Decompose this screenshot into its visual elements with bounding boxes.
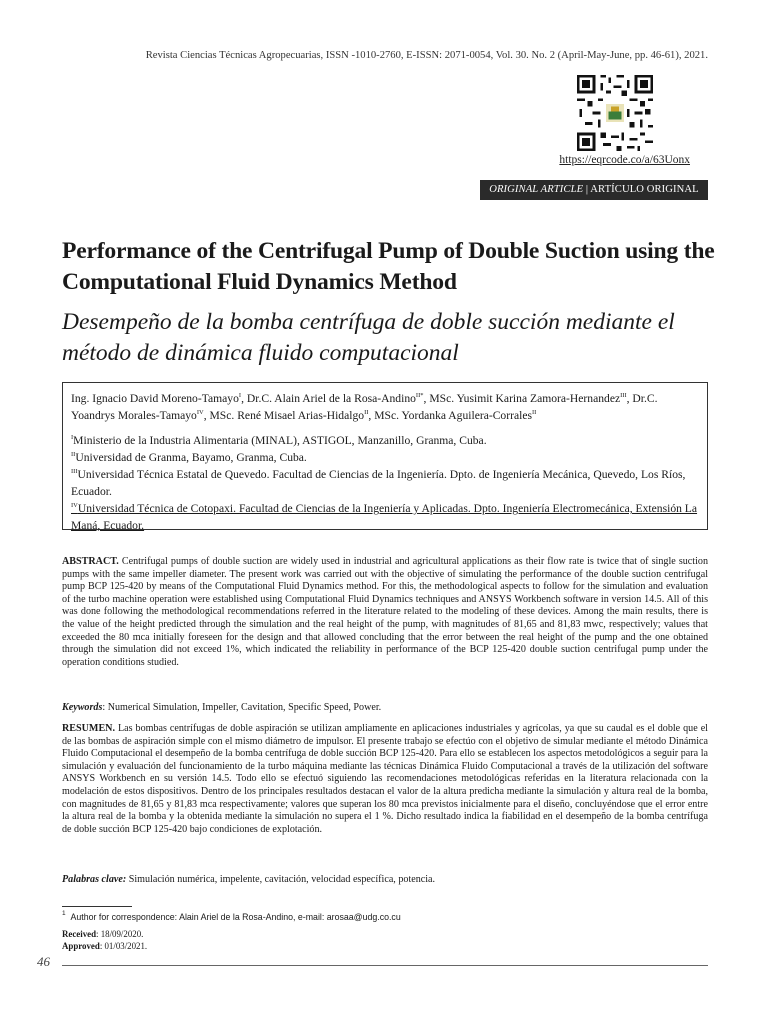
dates-block <box>62 928 708 952</box>
affiliation-text: Universidad de Granma, Bayamo, Granma, Cuba. <box>75 451 307 464</box>
article-type-banner <box>480 180 708 200</box>
palabras-text: Simulación numérica, impelente, cavitación, velocidad específica, potencia. <box>126 874 436 885</box>
author-affil-mark: II* <box>415 392 424 399</box>
author-affil-mark: II <box>364 409 369 416</box>
author-affil-mark: I <box>238 392 242 399</box>
keywords-line <box>62 702 708 715</box>
author-name: MSc. Yordanka Aguilera-Corrales <box>374 409 532 422</box>
affiliation-mark: II <box>71 451 76 458</box>
footnote <box>62 912 708 923</box>
abstract-text: Centrifugal pumps of double suction are widely used in industrial and agricultural applications as their flow rate is twice that of single suction pumps with the same impeller diameter. The present work was carried out with the objective of simulating the performance of the double suction centrifugal pump BCP 125-420 by means of the Computational Fluid Dynamics method. For this, the methodological aspects to follow for the simulation and evaluation of the turbo machine operation were established using Computational Fluid Dynamics techniques and ANSYS Workbench software in version 14.5. All of this was done following the methodological recommendations referred in the literature related to the modeling of these devices. Among the main results, there is the value of the height predicted through the simulation and the real height of the pump, with magnitudes of 81,65 and 81,83 mwc, respectively; values that exceeded the 80 mca initially foreseen for the design and that allowed concluding that the error between the real height of the pump and the one obtained through the simulation did not exceed 1%, which indicated the reliability in performance of the BCP 125-420 double suction centrifugal pump under the operation conditions studied. <box>62 556 708 668</box>
approved-label: Approved <box>62 941 100 951</box>
author-separator: , <box>241 392 247 405</box>
article-type-es: ARTÍCULO ORIGINAL <box>590 184 699 195</box>
keywords-text: : Numerical Simulation, Impeller, Cavitation, Specific Speed, Power. <box>102 702 382 713</box>
footnote-mark: 1 <box>62 910 66 917</box>
author-name: Dr.C. Alain Ariel de la Rosa-Andino <box>246 392 416 405</box>
affiliation-item <box>71 432 703 449</box>
title-english: Performance of the Centrifugal Pump of Double Suction using the Computational Fluid Dynamics Method <box>62 238 715 295</box>
qr-url-link[interactable]: https://eqrcode.co/a/63Uonx <box>559 154 690 166</box>
footnote-rule <box>62 906 132 907</box>
author-separator: , <box>626 392 633 405</box>
palabras-label: Palabras clave: <box>62 874 127 885</box>
approved-date: : 01/03/2021. <box>99 941 148 951</box>
author-name: Dr.C. Yoandrys Morales-Tamayo <box>71 392 658 422</box>
received-line <box>62 928 708 940</box>
affiliation-item <box>71 500 703 534</box>
affiliation-text: Ministerio de la Industria Alimentaria (MINAL), ASTIGOL, Manzanillo, Granma, Cuba. <box>73 434 487 447</box>
title-spanish: Desempeño de la bomba centrífuga de doble succión mediante el método de dinámica fluido computacional <box>62 309 675 366</box>
abstract-label: ABSTRACT. <box>62 556 119 567</box>
qr-code-icon[interactable] <box>577 75 653 151</box>
received-date: : 18/09/2020. <box>96 929 144 939</box>
author-name: Ing. Ignacio David Moreno-Tamayo <box>71 392 239 405</box>
received-label: Received <box>62 929 97 939</box>
affiliation-text: Universidad Técnica de Cotopaxi. Facultad de Ciencias de la Ingeniería y Aplicadas. Dpto. Ingeniería Electromecánica, Extensión La Maná, Ecuador. <box>71 502 698 532</box>
palabras-clave-line <box>62 874 708 887</box>
author-list <box>71 390 703 424</box>
article-type-separator: | <box>583 184 591 195</box>
author-separator: , <box>368 409 375 422</box>
author-affil-mark: III <box>620 392 627 399</box>
approved-line <box>62 940 708 952</box>
affiliation-mark: III <box>71 468 78 475</box>
affiliation-item <box>71 449 703 466</box>
author-affil-mark: II <box>531 409 537 416</box>
author-name: MSc. Yusimit Karina Zamora-Hernandez <box>429 392 621 405</box>
journal-header: Revista Ciencias Técnicas Agropecuarias, ISSN -1010-2760, E-ISSN: 2071-0054, Vol. 30. No. 2 (April-May-June, pp. 46-61), 2021. <box>145 50 708 61</box>
author-name: MSc. René Misael Arias-Hidalgo <box>209 409 365 422</box>
resumen-text: Las bombas centrífugas de doble aspiración se utilizan ampliamente en aplicaciones industriales y agrícolas, ya que su caudal es el doble que el de las bombas de aspiración simple con el mismo diámetro de impulsor. El presente trabajo se efectúo con el objetivo de simular mediante el método Dinámica Fluido Computacional el desempeño de la bomba centrífuga de doble succión BCP 125-420. Para ello se establecen los aspectos metodológicos a seguir para la simulación y evaluación del funcionamiento de la turbo máquina mediante las técnicas Dinámica Fluido Computacional a través de la utilización del software ANSYS Workbench en su versión 14.5. Todo ello se efectuó siguiendo las recomendaciones metodológicas referidas en la literatura relacionada con la modelación de estos dispositivos. Dentro de los principales resultados destacan el valor de la altura predicha mediante la simulación y altura real de la bomba, con magnitudes de 81,65 y 81,83 mca respectivamente; valores que superan los 80 mca previstos inicialmente para el diseño, concluyéndose que el error entre la altura real de la bomba y la obtenida mediante la simulación no supera el 1 %. Dicho resultado indica la fiabilidad en el desempeño de la bomba centrífuga de doble succión BCP 125-420 bajo condiciones de explotación. <box>62 723 708 835</box>
author-separator: , <box>203 409 210 422</box>
page-number: 46 <box>37 954 50 969</box>
article-type-en: ORIGINAL ARTICLE <box>489 184 584 195</box>
author-affil-mark: IV <box>196 409 204 416</box>
affiliation-mark: I <box>71 434 74 441</box>
keywords-label: Keywords <box>62 702 103 713</box>
author-separator: , <box>423 392 430 405</box>
resumen-paragraph <box>62 723 708 836</box>
bottom-rule <box>62 965 708 966</box>
affiliation-text: Universidad Técnica Estatal de Quevedo. Facultad de Ciencias de la Ingeniería. Dpto. de Ingeniería Mecánica, Quevedo, Los Ríos, Ecuador. <box>71 468 686 498</box>
affiliation-mark: IV <box>71 502 78 509</box>
resumen-label: RESUMEN. <box>62 723 115 734</box>
affiliation-list <box>71 432 703 534</box>
affiliation-item <box>71 466 703 500</box>
footnote-text: Author for correspondence: Alain Ariel de la Rosa-Andino, e-mail: arosaa@udg.co.cu <box>70 912 401 922</box>
abstract-paragraph <box>62 556 708 669</box>
